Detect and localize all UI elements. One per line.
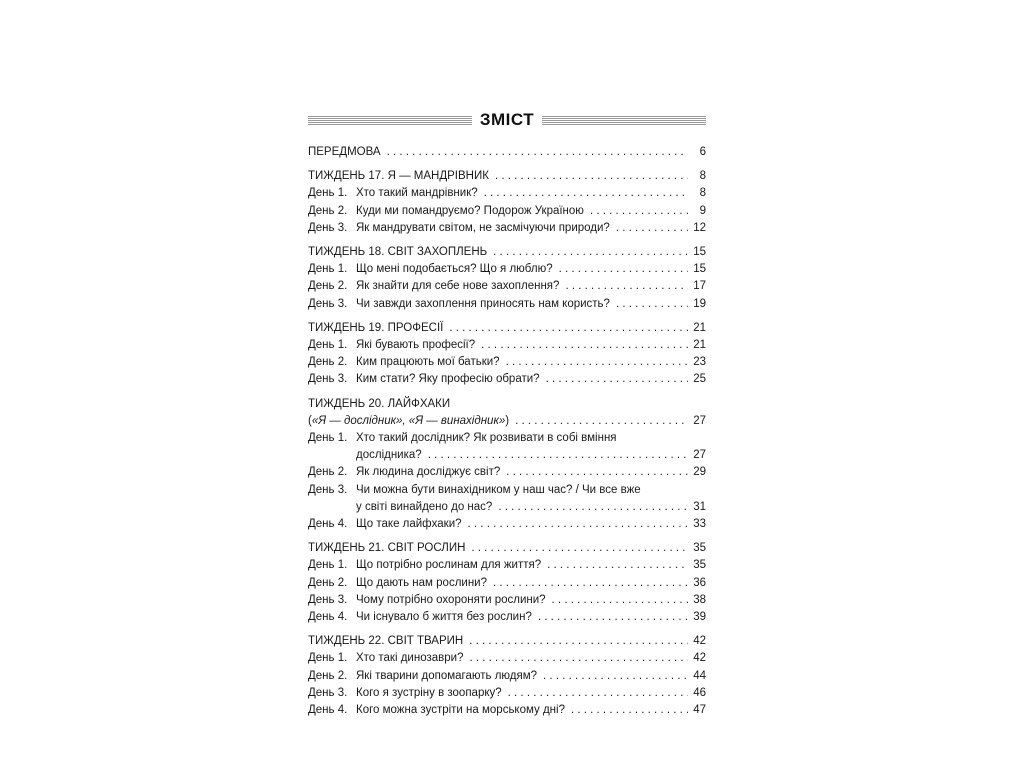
day-label: День 1. (308, 339, 348, 352)
day-label: День 2. (308, 280, 348, 293)
day-label: День 4. (308, 704, 348, 717)
entry-title: Хто такий дослідник? Як розвивати в собі вміння (356, 432, 617, 445)
toc-section-week-17 (308, 168, 706, 237)
day-label: День 1. (308, 187, 348, 200)
toc-entry-day[interactable] (308, 337, 706, 354)
toc-entry-day[interactable] (308, 516, 706, 533)
dot-leader (559, 261, 688, 278)
day-label: День 1. (308, 652, 348, 665)
toc-entry-day[interactable] (308, 575, 706, 592)
page-number: 8 (699, 187, 706, 200)
toc-entry-day[interactable] (308, 430, 706, 447)
entry-title: Що таке лайфхаки? (356, 518, 462, 531)
entry-title: Що мені подобається? Що я люблю? (356, 263, 553, 276)
entry-title: Які тварини допомагають людям? (356, 669, 538, 682)
toc-entry-day[interactable] (308, 296, 706, 313)
toc-entry-week-21[interactable] (308, 540, 706, 557)
toc-entry-day[interactable] (308, 220, 706, 237)
toc-entry-day[interactable] (308, 278, 706, 295)
page-number: 6 (699, 146, 706, 158)
entry-title: Чому потрібно охороняти рослини? (356, 593, 546, 606)
toc-entry-week-20-subtitle[interactable] (308, 413, 706, 430)
toc-section-foreword (308, 144, 706, 161)
toc-entry-day[interactable] (308, 668, 706, 685)
dot-leader (552, 592, 688, 609)
day-label: День 1. (308, 559, 348, 572)
entry-title: ТИЖДЕНЬ 19. ПРОФЕСІЇ (308, 321, 444, 334)
dot-leader (468, 516, 688, 533)
page-number: 39 (693, 611, 706, 624)
page-number: 42 (693, 652, 706, 665)
dot-leader (387, 144, 688, 161)
page-number: 31 (693, 500, 706, 513)
toc-entry-week-20[interactable] (308, 396, 706, 413)
entry-title: Кого можна зустріти на морському дні? (356, 704, 565, 717)
toc-entry-week-18[interactable] (308, 244, 706, 261)
table-of-contents (308, 108, 706, 719)
dot-leader (616, 220, 688, 237)
page-number: 38 (693, 593, 706, 606)
entry-title: ТИЖДЕНЬ 22. СВІТ ТВАРИН (308, 635, 464, 648)
dot-leader (506, 354, 688, 371)
entry-title: Чи завжди захоплення приносять нам користь? (356, 297, 610, 310)
page-number: 42 (693, 635, 706, 648)
entry-title: ТИЖДЕНЬ 21. СВІТ РОСЛИН (308, 542, 466, 555)
page-number: 35 (693, 559, 706, 572)
day-label: День 2. (308, 466, 348, 479)
day-label: День 3. (308, 593, 348, 606)
entry-title: ТИЖДЕНЬ 20. ЛАЙФХАКИ (308, 397, 451, 410)
page-number: 47 (693, 704, 706, 717)
entry-title: Що потрібно рослинам для життя? (356, 559, 542, 572)
dot-leader (428, 447, 688, 464)
day-label: День 2. (308, 669, 348, 682)
dot-leader (506, 464, 688, 481)
toc-entry-day[interactable] (308, 650, 706, 667)
page-number: 33 (693, 518, 706, 531)
toc-section-week-21 (308, 540, 706, 626)
entry-title: Як знайти для себе нове захоплення? (356, 280, 560, 293)
page-number: 29 (693, 466, 706, 479)
dot-leader (590, 203, 688, 220)
page-number: 25 (693, 373, 706, 386)
dot-leader (469, 633, 688, 650)
toc-entry-day[interactable] (308, 482, 706, 499)
toc-section-week-19 (308, 320, 706, 389)
dot-leader (565, 278, 688, 295)
dot-leader (543, 668, 688, 685)
day-label: День 3. (308, 686, 348, 699)
toc-entry-day-continuation[interactable] (308, 447, 706, 464)
page-number: 8 (699, 170, 706, 183)
page-title: ЗМІСТ (479, 110, 535, 129)
entry-title: Ким стати? Яку професію обрати? (356, 373, 540, 386)
toc-header (308, 108, 706, 132)
dot-leader (469, 650, 688, 667)
dot-leader (493, 244, 688, 261)
title-rule-right (542, 116, 706, 125)
dot-leader (498, 499, 688, 516)
entry-title-continued: дослідника? (356, 449, 422, 462)
page-number: 44 (693, 669, 706, 682)
dot-leader (538, 609, 688, 626)
day-label: День 2. (308, 204, 348, 217)
day-label: День 1. (308, 263, 348, 276)
page-number: 46 (693, 686, 706, 699)
toc-section-week-22 (308, 633, 706, 719)
day-label: День 2. (308, 576, 348, 589)
entry-title: Чи можна бути винахідником у наш час? / Чи все вже (356, 483, 641, 496)
page-number: 27 (693, 449, 706, 462)
dot-leader (495, 168, 688, 185)
day-label: День 3. (308, 221, 348, 234)
page-number: 9 (699, 204, 706, 217)
day-label: День 3. (308, 297, 348, 310)
entry-title: Як мандрувати світом, не засмічуючи природи? (356, 221, 610, 234)
page-number: 35 (693, 542, 706, 555)
entry-title: Хто такий мандрівник? (356, 187, 478, 200)
entry-title: Чи існувало б життя без рослин? (356, 611, 532, 624)
day-label: День 2. (308, 356, 348, 369)
day-label: День 1. (308, 432, 348, 445)
dot-leader (449, 320, 688, 337)
dot-leader (481, 337, 688, 354)
toc-entry-day[interactable] (308, 203, 706, 220)
toc-entry-week-19[interactable] (308, 320, 706, 337)
dot-leader (616, 296, 688, 313)
page-number: 23 (693, 356, 706, 369)
entry-title-continued: у світі винайдено до нас? (356, 500, 493, 513)
day-label: День 4. (308, 611, 348, 624)
toc-section-week-18 (308, 244, 706, 313)
dot-leader (484, 185, 688, 202)
toc-entry-day[interactable] (308, 261, 706, 278)
title-rule-left (308, 116, 472, 125)
day-label: День 3. (308, 373, 348, 386)
page-number: 21 (693, 339, 706, 352)
page-number: 15 (693, 246, 706, 259)
toc-entry-day[interactable] (308, 464, 706, 481)
toc-entry-day-continuation[interactable] (308, 499, 706, 516)
page-number: 19 (693, 297, 706, 310)
dot-leader (571, 702, 688, 719)
toc-entry-foreword[interactable] (308, 144, 706, 161)
dot-leader (547, 557, 688, 574)
page-number: 27 (693, 414, 706, 427)
entry-title: Кого я зустріну в зоопарку? (356, 686, 502, 699)
day-label: День 4. (308, 518, 348, 531)
page-number: 17 (693, 280, 706, 293)
toc-section-week-20 (308, 396, 706, 534)
toc-entry-day[interactable] (308, 354, 706, 371)
dot-leader (471, 540, 688, 557)
toc-entry-week-17[interactable] (308, 168, 706, 185)
day-label: День 3. (308, 483, 348, 496)
entry-title: Ким працюють мої батьки? (356, 356, 500, 369)
page-number: 21 (693, 321, 706, 334)
paren-open: ( (308, 414, 312, 427)
dot-leader (546, 371, 688, 388)
entry-title: ТИЖДЕНЬ 17. Я — МАНДРІВНИК (308, 170, 489, 183)
toc-entry-day[interactable] (308, 371, 706, 388)
dot-leader (493, 575, 688, 592)
entry-title: Що дають нам рослини? (356, 576, 487, 589)
entry-subtitle: «Я — дослідник», «Я — винахідник» (311, 414, 506, 427)
entry-title: ПЕРЕДМОВА (308, 146, 381, 158)
toc-entry-day[interactable] (308, 185, 706, 202)
page-number: 15 (693, 263, 706, 276)
toc-entry-day[interactable] (308, 685, 706, 702)
entry-title: Хто такі динозаври? (356, 652, 464, 665)
entry-title: Як людина досліджує світ? (356, 466, 501, 479)
entry-title: ТИЖДЕНЬ 18. СВІТ ЗАХОПЛЕНЬ (308, 246, 488, 259)
entry-title: Куди ми помандруємо? Подорож Україною (356, 204, 584, 217)
dot-leader (515, 413, 688, 430)
toc-entry-day[interactable] (308, 557, 706, 574)
toc-entry-day[interactable] (308, 592, 706, 609)
page-number: 12 (693, 221, 706, 234)
toc-entry-day[interactable] (308, 702, 706, 719)
dot-leader (508, 685, 688, 702)
paren-close: ) (505, 414, 510, 427)
toc-entry-week-22[interactable] (308, 633, 706, 650)
entry-title: Які бувають професії? (356, 339, 476, 352)
page-number: 36 (693, 576, 706, 589)
toc-entry-day[interactable] (308, 609, 706, 626)
